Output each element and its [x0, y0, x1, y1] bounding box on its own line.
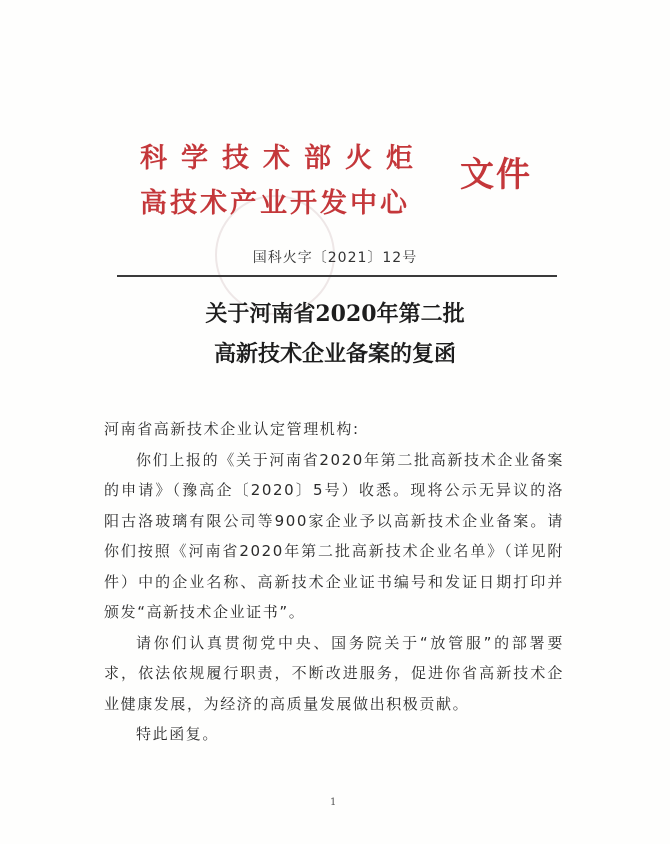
document-title-line1: 关于河南省2020年第二批 — [205, 301, 465, 327]
body-paragraph-2: 请你们认真贯彻党中央、国务院关于“放管服”的部署要求，依法依规履行职责，不断改进服务，促进你省高新技术企业健康发展，为经济的高质量发展做出积极贡献。 — [104, 633, 564, 713]
issuer-name-line1: 科学技术部火炬 — [140, 143, 427, 174]
issuer-name-line2: 高技术产业开发中心 — [140, 188, 410, 219]
header-divider — [117, 275, 557, 277]
document-type-label: 文件 — [460, 155, 532, 195]
document-number — [0, 247, 670, 267]
document-title-line2: 高新技术企业备案的复函 — [213, 341, 456, 367]
document-number-text: 国科火字〔2021〕12号 — [252, 250, 418, 266]
body-paragraph-1: 你们上报的《关于河南省2020年第二批高新技术企业备案的申请》（豫高企〔2020〕5号）收悉。现将公示无异议的洛阳古洛玻璃有限公司等900家企业予以高新技术企业备案。请你们按照《河南省2020年第二批高新技术企业名单》（详见附件）中的企业名称、高新技术企业证书编号和发证日期打印并颁发“高新技术企业证书”。 — [104, 450, 564, 621]
closing-line: 特此函复。 — [136, 725, 220, 743]
document-body — [104, 414, 564, 750]
addressee: 河南省高新技术企业认定管理机构: — [104, 420, 360, 438]
page-number: 1 — [330, 797, 337, 808]
